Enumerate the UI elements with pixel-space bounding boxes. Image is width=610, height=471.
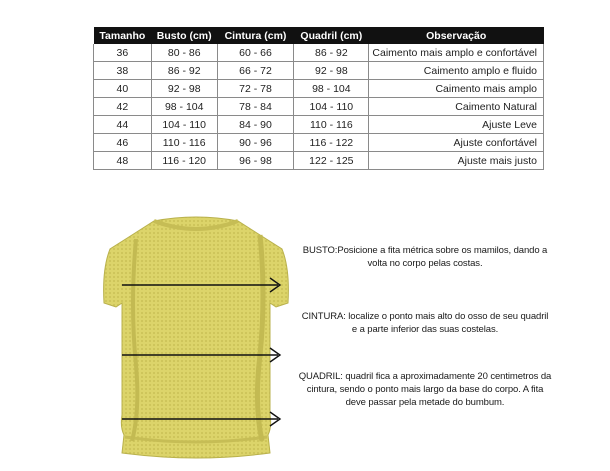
cell-quadril: 122 - 125 xyxy=(294,152,369,170)
cell-tamanho: 42 xyxy=(94,98,152,116)
cell-quadril: 86 - 92 xyxy=(294,44,369,62)
cell-busto: 80 - 86 xyxy=(151,44,217,62)
header-cintura: Cintura (cm) xyxy=(217,27,294,44)
cell-observacao: Ajuste Leve xyxy=(369,116,544,134)
table-row xyxy=(94,152,544,170)
sweater-illustration xyxy=(92,215,300,465)
cell-busto: 104 - 110 xyxy=(151,116,217,134)
table-row xyxy=(94,44,544,62)
cell-tamanho: 38 xyxy=(94,62,152,80)
header-quadril: Quadril (cm) xyxy=(294,27,369,44)
table-row xyxy=(94,62,544,80)
cell-cintura: 72 - 78 xyxy=(217,80,294,98)
cell-tamanho: 40 xyxy=(94,80,152,98)
cell-cintura: 84 - 90 xyxy=(217,116,294,134)
cell-tamanho: 36 xyxy=(94,44,152,62)
bust-instructions: BUSTO:Posicione a fita métrica sobre os mamilos, dando a volta no corpo pelas costas. xyxy=(302,245,548,269)
cell-observacao: Caimento mais amplo e confortável xyxy=(369,44,544,62)
cell-busto: 86 - 92 xyxy=(151,62,217,80)
cell-cintura: 96 - 98 xyxy=(217,152,294,170)
sweater-svg xyxy=(92,215,300,465)
table-row xyxy=(94,80,544,98)
hip-instructions: QUADRIL: quadril fica a aproximadamente 20 centimetros da cintura, sendo o ponto mais largo da base do corpo. A fita deve passar pela metade do bumbum. xyxy=(298,371,552,408)
table-row xyxy=(94,116,544,134)
cell-cintura: 90 - 96 xyxy=(217,134,294,152)
cell-cintura: 66 - 72 xyxy=(217,62,294,80)
cell-busto: 116 - 120 xyxy=(151,152,217,170)
cell-cintura: 60 - 66 xyxy=(217,44,294,62)
cell-tamanho: 44 xyxy=(94,116,152,134)
waist-instructions: CINTURA: localize o ponto mais alto do osso de seu quadril e a parte inferior das suas costelas. xyxy=(301,311,549,335)
cell-quadril: 92 - 98 xyxy=(294,62,369,80)
cell-quadril: 98 - 104 xyxy=(294,80,369,98)
cell-observacao: Caimento mais amplo xyxy=(369,80,544,98)
header-observacao: Observação xyxy=(369,27,544,44)
size-chart-table xyxy=(93,27,544,170)
table-row xyxy=(94,134,544,152)
cell-busto: 110 - 116 xyxy=(151,134,217,152)
cell-quadril: 104 - 110 xyxy=(294,98,369,116)
header-tamanho: Tamanho xyxy=(94,27,152,44)
cell-quadril: 116 - 122 xyxy=(294,134,369,152)
cell-busto: 98 - 104 xyxy=(151,98,217,116)
cell-busto: 92 - 98 xyxy=(151,80,217,98)
cell-cintura: 78 - 84 xyxy=(217,98,294,116)
cell-observacao: Ajuste confortável xyxy=(369,134,544,152)
cell-quadril: 110 - 116 xyxy=(294,116,369,134)
cell-observacao: Caimento Natural xyxy=(369,98,544,116)
cell-observacao: Caimento amplo e fluido xyxy=(369,62,544,80)
sweater-shape xyxy=(104,217,289,458)
cell-tamanho: 46 xyxy=(94,134,152,152)
table-row xyxy=(94,98,544,116)
header-busto: Busto (cm) xyxy=(151,27,217,44)
cell-tamanho: 48 xyxy=(94,152,152,170)
cell-observacao: Ajuste mais justo xyxy=(369,152,544,170)
table-header-row xyxy=(94,27,544,44)
